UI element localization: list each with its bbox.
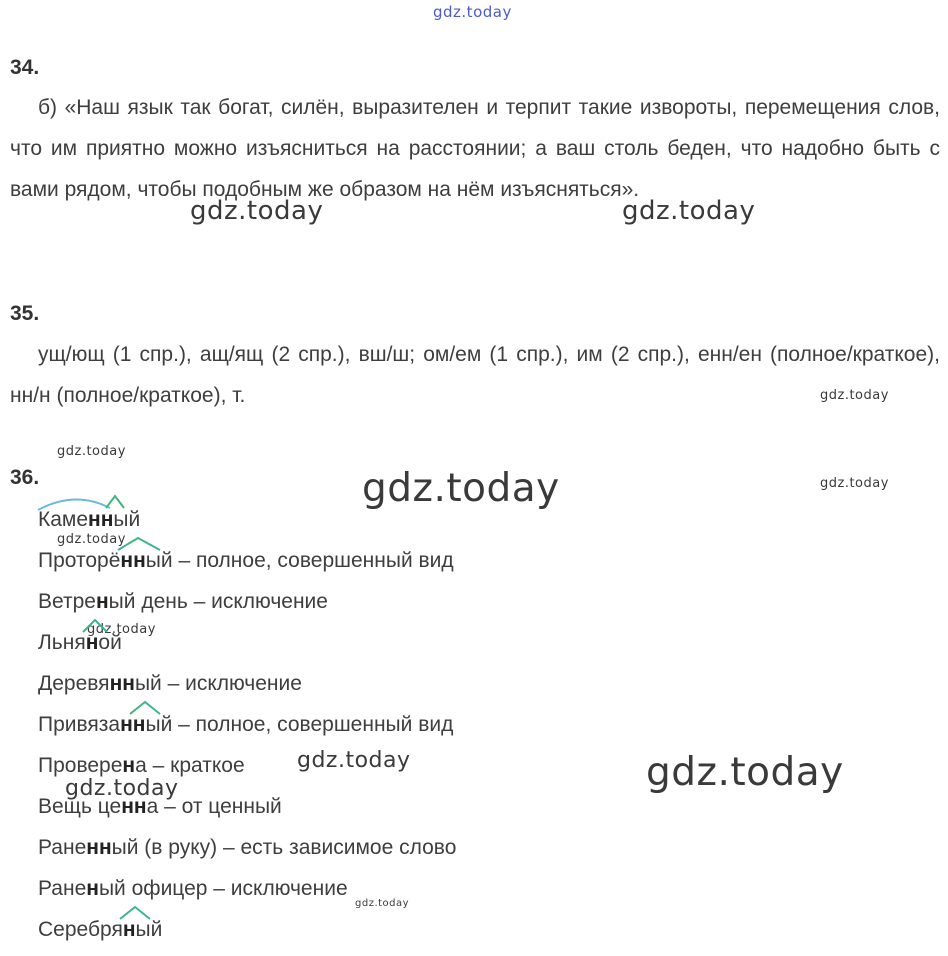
exercise-number-36: 36. [10, 466, 40, 489]
list-item: Деревянный – исключение [38, 672, 302, 695]
watermark: gdz.today [433, 3, 512, 21]
watermark: gdz.today [622, 196, 756, 226]
suffix-mark [106, 496, 124, 508]
list-item: Серебряный [38, 918, 163, 941]
watermark: gdz.today [190, 196, 324, 226]
list-item: Раненный (в руку) – есть зависимое слово [38, 836, 457, 859]
watermark: gdz.today [355, 898, 410, 909]
exercise-number-35: 35. [10, 302, 40, 325]
watermark: gdz.today [87, 622, 156, 637]
exercise-number-34: 34. [10, 56, 40, 79]
watermark: gdz.today [820, 388, 889, 403]
suffix-mark [120, 907, 150, 919]
list-item: Проторённый – полное, совершенный вид [38, 549, 454, 572]
list-item: Льняной [38, 631, 122, 654]
watermark: gdz.today [646, 750, 844, 795]
list-item: Раненый офицер – исключение [38, 877, 348, 900]
watermark: gdz.today [57, 532, 126, 547]
watermark: gdz.today [65, 776, 179, 801]
list-item: Ветреный день – исключение [38, 590, 328, 613]
watermark: gdz.today [57, 444, 126, 459]
root-arc-mark [38, 499, 110, 510]
list-item: Вещь ценна – от ценный [38, 795, 282, 818]
watermark: gdz.today [297, 748, 411, 773]
watermark: gdz.today [820, 476, 889, 491]
list-item: Каменный [38, 508, 141, 531]
watermark: gdz.today [362, 466, 560, 511]
list-item: Проверена – краткое [38, 754, 245, 777]
list-item: Привязанный – полное, совершенный вид [38, 713, 454, 736]
paragraph: б) «Наш язык так богат, силён, выразителен и терпит такие извороты, перемещения слов, что им приятно можно изъясниться на расстоянии; а ваш столь беден, что надобно быть с вами рядом, чтобы подобным же образом на нём изъясняться». [10, 96, 940, 201]
paragraph: ущ/ющ (1 спр.), ащ/ящ (2 спр.), вш/ш; ом/ем (1 спр.), им (2 спр.), енн/ен (полное/краткое), нн/н (полное/краткое), т. [10, 343, 940, 407]
suffix-mark [83, 620, 107, 632]
suffix-mark [130, 702, 160, 714]
suffix-mark [118, 538, 160, 550]
